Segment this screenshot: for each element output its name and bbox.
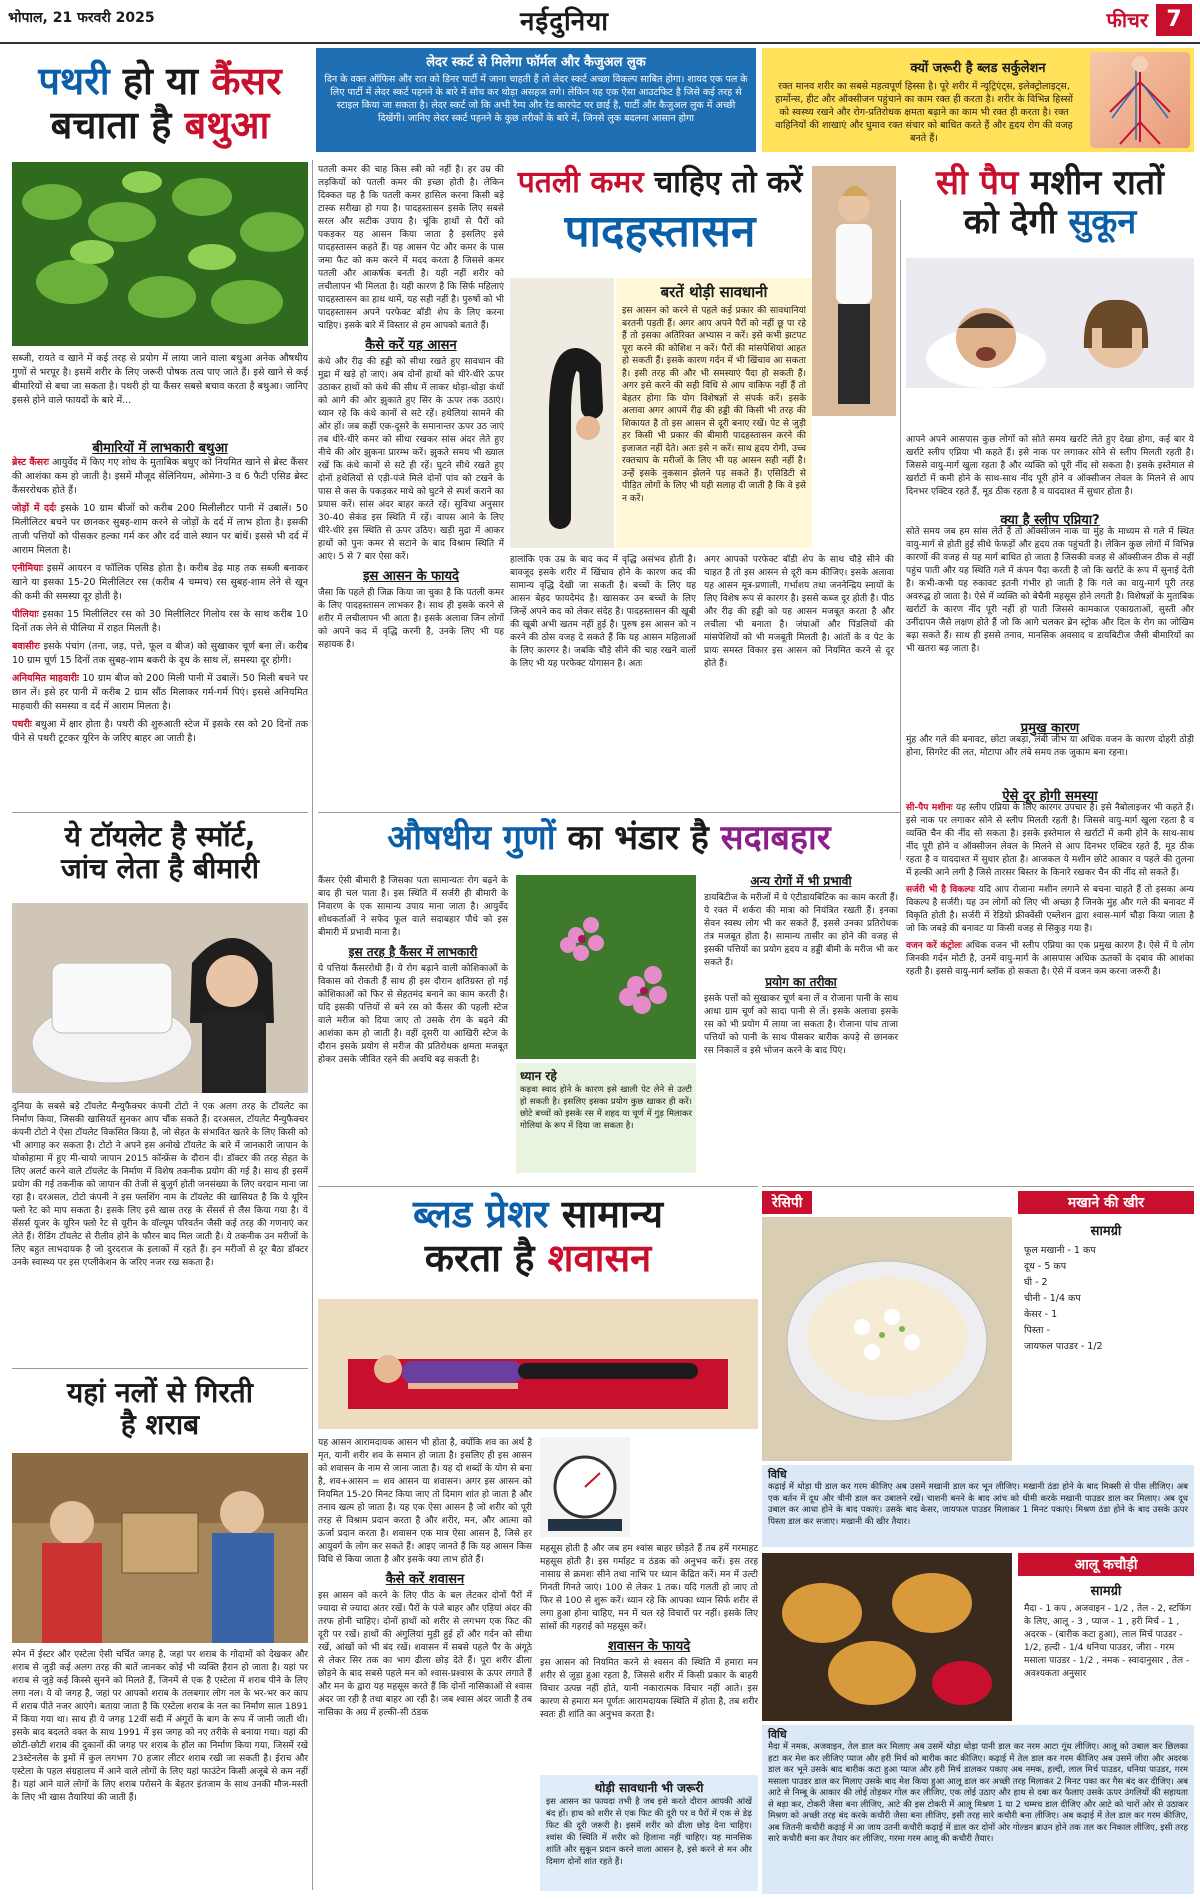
kheer-method: विधि कढ़ाई में थोड़ा घी डाल कर गरम कीजिए अब उसमें मखानी डाल कर भून लीजिए। मखानी ठंडा होने के बाद मिक्सी से पीस लीजिए। अब एक बर्तन में दूध और चीनी डाल कर उबालने रखें। चाशनी बनने के बाद आंच को धीमी करके मखानी पाउडर डाल कर मिलाए। अब दूध उबाल कर आधा होने के बाद पकाएं। उसके बाद केसर, जायफल पाउडर मिलाकर 1 मिनट पकाएं। मिश्रण ठंडा होने के बाद उसके ऊपर पिस्ता डाल कर सजाए। मखानी की खीर तैयार। [762, 1465, 1194, 1547]
benefit-item: अनियमित माहवारीः 10 ग्राम बीज को 200 मिली पानी में उबालें। 50 मिली बचने पर छान लें। इसे हर पानी में करीब 2 ग्राम सौंठ मिलाकर गर्म-गर्म पिएं। इससे अनियमित माहवारी की समस्या व दर्द में आराम मिलता है। [12, 673, 308, 712]
blood-circulation-band [762, 48, 1194, 152]
shavasana-col2-body: महसूस होती है और जब हम श्वांस बाहर छोड़ते हैं तब हमें गरमाहट महसूस होती है। इस गर्माहट व ठंडक को अनुभव करें। इस तरह नासाग्र से क्रमशः सीने तथा नाभि पर ध्यान केंद्रित करें। मन में उल्टी गिनती गिनते जाएं। 100 से लेकर 1 तक। यदि गलती हो जाए तो फिर से 100 से शुरू करें। ध्यान रहे कि आपका ध्यान सिर्फ शरीर से लगा हुआ होना चाहिए, मन में चल रहे विचारों पर नहीं। इसके लिए सांसों की गहराई को महसूस करें। शवासन के फायदे इस आसन को नियमित करने से श्वसन की स्थिति में हमारा मन शरीर से जुड़ा हुआ रहता है, जिससे शरीर में किसी प्रकार के बाहरी विचार उत्पन्न नहीं होते, यानी नकारात्मक विचार नहीं आते। इस कारण से हमारा मन पूर्णतः आरामदायक स्थिति में होता है, तब शरीर स्वतः ही शांति का अनुभव करता है। [540, 1544, 758, 1720]
benefit-item: ब्रेस्ट कैंसरः आयुर्वेद में किए गए शोध के मुताबिक बथुए को नियमित खाने से ब्रेस्ट कैंसर की आशंका कम हो जाती है। इसमें मौजूद सेलिनियम, ओमेगा-3 व 6 फैटी एसिड ब्रेस्ट कैंसररोधक होते हैं। [12, 457, 308, 496]
blood-circulation-body: रक्त मानव शरीर का सबसे महत्वपूर्ण हिस्सा है। पूरे शरीर में न्यूट्रिएंट्स, इलेक्ट्रोलाइट्स, हार्मोन्स, हीट और ऑक्सीजन पहुंचाने का काम रक्त ही करता है। शरीर के विभिन्न हिस्सों को स्वस्थ्य रखने और रोग-प्रतिरोधक क्षमता बढ़ाने का काम भी रक्त ही करता है। रक्त वाहिनियों की शाखाएं और घुमाव रक्त संचार को बाधित करते हैं और हृदय रोग की वजह बनते हैं। [775, 81, 1073, 144]
cpap-headline: सी पैप मशीन रातों को देगी सुकून [936, 163, 1164, 243]
liquor-headline: यहां नलों से गिरती है शराब [67, 1376, 253, 1442]
benefit-item: पीलियाः इसका 15 मिलीलिटर रस को 30 मिलीलिटर गिलोय रस के साथ करीब 10 दिनों तक लेने से पीलिया में राहत मिलती है। [12, 609, 308, 634]
shavasana-col1: यह आसन आरामदायक आसन भी होता है, क्योंकि शव का अर्थ है मृत, यानी शरीर शव के समान हो जाता है। इसलिए ही इस आसन को शवासन के नाम से जाना जाता है। यह दो शब्दों के योग से बना है, शव+आसन = शव आसन या शवासन। अगर इस आसन को नियमित 15-20 मिनट किया जाए तो दिमाग शांत हो जाता है और तनाव खत्म हो जाता है। यह एक ऐसा आसन है जो शरीर को पूरी तरह से विश्राम प्रदान करता है और शरीर, मन, और आत्मा को ऊर्जा प्रदान करता है। शवासन एक मात्र ऐसा आसन है, जिसे हर आयुवर्ग के लोग कर सकते हैं। आइए जानते हैं कि यह आसन किस विधि से किया जाता है और इसके क्या लाभ होते हैं। कैसे करें शवासन इस आसन को करने के लिए पीठ के बल लेटकर दोनों पैरों में ज्यादा से ज्यादा अंतर रखें। पैरों के पंजे बाहर और एड़ियां अंदर की तरफ होनी चाहिए। दोनों हाथों को शरीर से लगभग एक फिट की दूरी पर रखें। हाथों की अंगुलियां मुड़ी हुई हों और गर्दन को सीधा रखें, आंखों को भी बंद रखें। शवासन में सबसे पहले पैर के अंगूठे से लेकर सिर तक का भाग ढीला छोड़ देते हैं। पूरा शरीर ढीला छोड़ने के बाद सबसे पहले मन को श्वास-प्रश्वास के ऊपर लगाते हैं और मन के द्वारा यह महसूस करते हैं कि दोनों नासिकाओं से श्वास अंदर जा रही है तथा बाहर आ रही है। जब श्वास अंदर जाती है तब नासिका के अग्र में हल्की-सी ठंडक [318, 1438, 532, 1718]
periwinkle-photo [516, 875, 696, 1059]
padahastasana-article [318, 158, 896, 808]
solution-item: वजन करें कंट्रोलः अधिक वजन भी स्लीप एप्निया का एक प्रमुख कारण है। ऐसे में ये लोग जिनकी गर्दन मोटी है, उनमें वायु-मार्ग के आसपास अधिक ऊतकों के दबाव की आशंका रहती है। इससे वायु-मार्ग ब्लॉक हो सकता है। ऐसे में वजन कम करना जरूरी है। [906, 941, 1194, 977]
shavasana-headline: ब्लड प्रेशर सामान्य करता है शवासन [412, 1192, 664, 1280]
masthead [0, 0, 1200, 44]
leather-skirt-title: लेदर स्कर्ट से मिलेगा फॉर्मल और कैजुअल लुक [426, 55, 646, 70]
benefit-item: एनीमियाः इसमें आयरन व फॉलिक एसिड होता है। करीब डेढ़ माह तक सब्जी बनाकर खाने या इसका 15-20 मिलीलिटर रस (करीब 4 चम्मच) रस सुबह-शाम लेने से खून की कमी की समस्या दूर होती है। [12, 563, 308, 602]
cpap-causes-heading: प्रमुख कारण [1020, 721, 1080, 736]
sadabahar-caution-box: ध्यान रहे कड़वा स्वाद होने के कारण इसे खाली पेट लेने से उल्टी हो सकती है। इसलिए इसका प्रयोग कुछ खाकर ही करें। छोटे बच्चों को इसके रस में शहद या चूर्ण में गुड़ मिलाकर गोलियां के रूप में दिया जा सकता है। [516, 1063, 696, 1173]
liquor-tap-article [12, 1368, 308, 1894]
shavasana-caution-box: थोड़ी सावधानी भी जरूरी इस आसन का फायदा तभी है जब इसे करते दौरान आपकी आंखें बंद हों। हाथ को शरीर से एक फिट की दूरी पर व पैरों में एक से डेढ़ फिट की दूरी जरूरी है। इसमें शरीर को ढीला छोड़ देना चाहिए। श्वांस की स्थिति में शरीर को हिलाना नहीं चाहिए। यह मानसिक शांति और सुकून प्रदान करने वाला आसन है, इसे करने से मन और दिमाग दोनों शांत रहते हैं। [540, 1775, 758, 1891]
padahastasana-col3: अगर आपको परफेक्ट बॉडी शेप के साथ चौड़े सीने की चाहत है तो इस आसन से दूरी कम कीजिए। इसके अलावा यह आसन मूत्र-प्रणाली, गर्भाशय तथा जननेन्द्रिय स्नायों के लिए विशेष रूप से कारगर है। इससे कब्ज दूर होती है। पीठ और रीढ़ की हड्डी को यह आसन मजबूत करता है और लचीला भी बनाता है। जंघाओं और पिंडलियों की मांसपेशियों को भी मजबूती मिलती है। आंतों के व पेट के प्रायः समस्त विकार इस आसन को नियमित करने से दूर होते हैं। [704, 555, 894, 669]
blood-circulation-title: क्यों जरूरी है ब्लड सर्कुलेशन [910, 61, 1046, 76]
sleeping-couple-photo [906, 258, 1194, 428]
shavasana-photo [318, 1299, 758, 1429]
kheer-ingredients: सामग्री फूल मखानी - 1 कप दूध - 5 कप घी - 2 चीनी - 1/4 कप केसर - 1 पिस्ता - जायफल पाउडर - 1/2 [1018, 1217, 1194, 1461]
cpap-solutions-list [906, 802, 1194, 983]
caution-body: इस आसन को करने से पहले कई प्रकार की सावधानियां बरतनी पड़ती हैं। अगर आप अपने पैरों को नहीं छू पा रहे हैं तो इसका अतिरिक्त अभ्यास न करें। इसे कभी झटपट पूरा करने की कोशिश न करें। पैरों की मांसपेशियां आहत हो सकती हैं। इसके कारण गर्दन में भी खिंचाव आ सकता है। इसी तरह की और भी समस्याएं पैदा हो सकती हैं। अगर इसे करने की सही विधि से आप वाकिफ नहीं हैं तो बेहतर होगा कि योग विशेषज्ञों से संपर्क करें। इसके अलावा अगर आपमें रीढ़ की हड्डी की किसी भी तरह की शिकायत है तो इस आसन से दूरी बनाए रखें। पेट से जुड़ी हर किसी भी प्रकार की बीमारी पादहस्तासन करने की इजाजत नहीं देते। अतः इसे न करें। साथ हृदय रोगी, उच्च रक्तचाप के मरीजों के लिए भी यह आसन सही नहीं है। उन्हें इसके नुकसान झेलने पड़ सकते हैं। एसिडिटी से पीड़ित लोगों के लिए भी यही सलाह दी जाती है कि वे इसे न करें। [622, 306, 806, 504]
sadabahar-col3: अन्य रोगों में भी प्रभावी डायबिटीज के मरीजों में ये एंटीडायबिटिक का काम करती हैं। ये रक्त में शर्करा की मात्रा को नियंत्रित रखती हैं। इनका सेवन स्वस्थ लोग भी कर सकते हैं, इससे उनका प्रतिरोधक तंत्र मजबूत होता है। सामान्य तासीर का होने की वजह से इसकी पत्तियों का प्रयोग हृदय व हड्डी बीमी के मरीज भी कर सकते हैं। प्रयोग का तरीका इसके पत्तों को सुखाकर चूर्ण बना लें व रोजाना पानी के साथ आधा ग्राम चूर्ण को सादा पानी से लें। इसके अलावा इसके रस को भी प्रयोग में लाया जा सकता है। रोजाना पांच ताजा पत्तियों को पानी के साथ पीसकर बारीक कपड़े से छानकर रस निकालें व इसे भोजन करने के बाद पिएं। [704, 874, 898, 1056]
kachori-method: विधि मैदा में नमक, अजवाइन, तेल डाल कर मिलाए अब उसमें थोड़ा थोड़ा पानी डाल कर नरम आटा गूंथ लीजिए। आलू को उबाल कर छिलका हटा कर मेश कर लीजिए प्याज और हरी मिर्च को बारीक काट कीजिए। कढ़ाई में तेल डाल कर गरम कीजिए अब उसमें जीरा और अदरक डाल कर भूने उसके बाद बारीक कटा हुआ प्याज और हरी मिर्च डालकर पकाए अब नमक, हल्दी, लाल मिर्च पाउडर, धनिया पाउडर, गरम मसाला पाउडर डाल कर मिलाए उसके बाद मेश किया हुआ आलू डाल कर अच्छी तरह मिलाकर 2 मिनट पका कर गैस बंद कर दीजिए। अब आटे से निम्बू के आकार की लोई तोड़कर गोल कर लीजिए, एक लोई उठाए और हाथ से दबा कर फैलाए उसके ऊपर उंगलियों की सहायता से बड़ा कर, टोकरी जैसा बना लीजिए, आटे की इस टोकरी में आलू मिश्रण 1 या 2 चम्मच डाल दीजिए और आटे को चारों ओर से उठाकर मिश्रण को अच्छी तरह बंद करके कचौरी जैसा बना लीजिए, इसी तरह सारे कचौरी बना लीजिए। अब कढ़ाई में तेल डाल कर गरम कीजिए, अब जितनी कचौरी कढ़ाई में आ जाय उतनी कचौरी कढ़ाई में डाल कर दोनों ओर गोल्डन ब्राउन होने तक तल कर निकाल लीजिए, इसी तरह सारे कचौरी बना कर तैयार कर लीजिए, गरमा गरम आलू की कचौरी तैयार। [762, 1725, 1194, 1894]
column-divider [312, 160, 313, 1890]
toilet-headline: ये टॉयलेट है स्मॉर्ट, जांच लेता है बीमारी [60, 820, 260, 886]
benefit-item: जोड़ों में दर्दः इसके 10 ग्राम बीजों को करीब 200 मिलीलीटर पानी में उबालें। 50 मिलीलिटर बचने पर छानकर सुबह-शाम करने से जोड़ों के दर्द में लाभ होता है। इसकी ताजी पत्तियों को पीसकर हल्का गर्म कर और दर्द वाले स्थान पर बांधें। इससे भी दर्द में आराम मिलता है। [12, 503, 308, 556]
sadabahar-col1: कैंसर ऐसी बीमारी है जिसका पता सामान्यतः रोग बढ़ने के बाद ही चल पाता है। इस स्थिति में सर्जरी ही बीमारी के निवारण के एक सामान्य उपाय माना जाता है। आयुर्वेद शोधकर्ताओं ने सफेद फूल वाले सदाबहार पौधे को इस बीमारी में प्रभावी माना है। इस तरह है कैंसर में लाभकारी ये पत्तियां कैंसररोधी हैं। ये रोग बढ़ाने वाली कोशिकाओं के विकास को रोकती हैं साथ ही इस दौरान क्षतिग्रस्त हो गई कोशिकाओं को फिर से सेहतमंद बनाने का काम करती है। यदि इसकी पत्तियों से बने रस को कैंसर की पहली स्टेज वाले मरीज को दिया जाए तो उसके रोग के बढ़ने की आशंका कम हो जाती है। वहीं दूसरी या आखिरी स्टेज के दौरान इसके प्रयोग से मरीज की प्रतिरोधक क्षमता मजबूत होकर उसके जीवित रहने की अवधि बढ़ सकती है। [318, 876, 508, 1065]
aloo-kachori-title: आलू कचौड़ी [1018, 1553, 1194, 1576]
cpap-intro: आपने अपने आसपास कुछ लोगों को सोते समय खर्राटे लेते हुए देखा होगा, कई बार ये खर्राटे स्लीप एप्निया भी कहते हैं। इसे नाक पर लगाकर सोने से स्लीप मिलती रहती है। जिससे वायु-मार्ग खुला रहता है और व्यक्ति को पूरी नींद सो सकता है। इसके इस्तेमाल से खर्राटों में कमी होने के साथ-साथ नींद पूरी होने व ऑक्सीजन लेवल के मिलने से आप दिनभर एक्टिव रहते हैं, मूड ठीक रहता है व याददाश्त में सुधार होता है। [906, 435, 1194, 497]
cpap-what-body: सोते समय जब हम सांस लेते हैं तो ऑक्सीजन नाक या मुंह के माध्यम से गले में स्थित वायु-मार्ग से होती हुई सीधे फेफड़ों और हृदय तक पहुंचती है। लेकिन कुछ लोगों में विभिन्न कारणों की वजह से यह मार्ग बाधित हो जाता है जिसकी वजह से ऑक्सीजन ठीक से नहीं पहुंच पाती और यह स्थिति गले में कंपन पैदा करती है जो कि खर्राटे के रूप में सुनाई देती है। कभी-कभी यह रुकावट इतनी गंभीर हो जाती है कि गले का वायु-मार्ग पूरी तरह अवरुद्ध हो जाता है। ऐसे में व्यक्ति को बेचैनी महसूस होने लगती है। विशेषज्ञों के मुताबिक खर्राटों के कारण नींद पूरी नहीं हो पाती जिससे कामकाज एकाग्रताओं, सुस्ती और उनींदापन जैसे लक्षण होते हैं जो कि आगे चलकर ब्रेन स्ट्रोक और दिल के रोग का जोखिम बढ़ा सकते हैं। साथ ही इससे तनाव, मानसिक अवसाद व डायबिटीज जैसी बीमारियों का भी खतरा बढ़ जाता है। [906, 527, 1194, 654]
solution-item: सर्जरी भी है विकल्पः यदि आप रोजाना मशीन लगाने से बचना चाहते हैं तो इसका अन्य विकल्प है सर्जरी। यह उन लोगों को लिए भी अच्छा है जिनके मुंह और गले की बनावट में विकृति होती है। सर्जरी में रेडियो फ्रीक्वेंसी एब्लेशन द्वारा श्वास-मार्ग चौड़ा किया जाता है जो कि जबड़े की बनावट या किसी वजह से सिकुड़ गया है। [906, 885, 1194, 934]
leather-skirt-band [316, 48, 756, 152]
liquor-photo [12, 1453, 308, 1643]
bathua-photo [12, 162, 308, 346]
masthead-logo: नईदुनिया [520, 7, 609, 37]
cpap-article [906, 158, 1194, 858]
masthead-date: भोपाल, 21 फरवरी 2025 [8, 10, 155, 26]
solution-item: सी-पैप मशीनः यह स्लीप एप्निया के लिए कारगर उपचार है। इसे नैबोलाइजर भी कहते हैं। इसे नाक पर लगाकर सोने से स्लीप मिलती रहती है। जिससे वायु-मार्ग खुला रहता है व व्यक्ति चैन की नींद सो सकता है। इसके इस्तेमाल से खर्राटों में कमी होने के साथ-साथ नींद पूरी होने व ऑक्सीजन लेवल के मिलने से आप दिनभर एक्टिव रहते हैं, मूड ठीक रहता है व याददाश्त में सुधार होता है। आजकल ये मशीन छोटे आकार व पहले की तुलना में हल्की आने लगी है जिसे तारसर बिस्तर के किनारे रखकर चैन की नींद सो सकते हैं। [906, 803, 1194, 878]
bp-monitor-photo [540, 1437, 630, 1537]
bathua-headline: पथरी हो या कैंसर बचाता है बथुआ [38, 59, 282, 147]
smart-toilet-article [12, 812, 308, 1360]
benefit-item: पथरीः बथुआ में क्षार होता है। पथरी की शुरुआती स्टेज में इसके रस को 20 दिनों तक पीने से पथरी टूटकर यूरिन के जरिए बाहर आ जाती है। [12, 719, 308, 744]
makhana-kheer-title: मखाने की खीर [1018, 1191, 1194, 1214]
recipe-section [762, 1186, 1194, 1894]
page-number: 7 [1156, 4, 1192, 36]
leather-skirt-body: दिन के वक्त ऑफिस और रात को डिनर पार्टी में जाना चाहती हैं तो लेदर स्कर्ट अच्छा विकल्प साबित होगा। शायद एक पल के लिए पार्टी में लेदर स्कर्ट पहनने के बारे में सोच कर थोड़ा असहज लगे। लेकिन यह एक ऐसा आउटफिट है जिसे कई तरह से स्टाइल किया जा सकता है। लेदर स्कर्ट जो कि अभी रैम्प और रेड कारपेट पर छाई है, पार्टी और कैजुअल लुक में अच्छी दिखेंगी। जानिए लेदर स्कर्ट पहनने के कुछ तरीकों के बारे में, जिनसे लुक बदलना आसान होगा [324, 74, 748, 124]
sadabahar-headline: औषधीय गुणों का भंडार है सदाबहार [387, 818, 831, 858]
anatomy-image [1090, 52, 1190, 148]
padahastasana-headline: पतली कमर चाहिए तो करें पादहस्तासन [517, 165, 803, 257]
back-pain-photo [812, 166, 896, 416]
bathua-intro: सब्जी, रायते व खाने में कई तरह से प्रयोग में लाया जाने वाला बथुआ अनेक औषधीय गुणों से भरपूर है। इसमें शरीर के लिए जरूरी पोषक तत्व पाए जाते हैं। इसे खाने से कई बीमारियों से बचा जा सकता है। पथरी हो या कैंसर सबसे बचाव करता है बथुआ। जानिए इससे होने वाले फायदों के बारे में... [12, 353, 308, 406]
benefit-item: बवासीरः इसके पंचांग (तना, जड़, पत्ते, फूल व बीज) को सुखाकर चूर्ण बना लें। करीब 10 ग्राम चूर्ण 15 दिनों तक सुबह-शाम बकरी के दूध के साथ लें, समस्या दूर होगी। [12, 641, 308, 666]
shavasana-article [318, 1186, 758, 1894]
caution-title: बरतें थोड़ी सावधानी [660, 283, 768, 301]
cpap-solutions-heading: ऐसे दूर होगी समस्या [1002, 789, 1098, 804]
bathua-benefits-list [12, 456, 308, 750]
padahastasana-col1: पतली कमर की चाह किस स्त्री को नहीं है। हर उम्र की लड़कियों को पतली कमर की इच्छा होती है। लेकिन दिक्कत यह है कि पतली कमर हासिल करना किसी बड़े टास्क सरीखा हो गया है। पादहस्तासन इसके लिए सबसे सरल और सटीक उपाय है। चूंकि हाथों से पैरों को पकड़कर यह आसन किया जाता है इसलिए इसे पादहस्तासन कहते हैं। यह आसन पेट और कमर के पास जमा फैट को कम करने में मदद करता है जिससे कमर पतली और आकर्षक बनती है। यही नहीं शरीर को लचीलापन भी मिलता है। यही कारण है कि सिर्फ महिलाएं पादहस्तासन का हाथ थामें, यह सही नहीं है। पुरुषों को भी पादहस्तासन अपने परफेक्ट बॉडी शेप के लिए करना चाहिए। इसके बारे में विस्तार से हम आपको बताते हैं। कैसे करें यह आसन कंधे और रीढ़ की हड्डी को सीधा रखते हुए सावधान की मुद्रा में खड़े हो जाएं। अब दोनों हाथों को धीरे-धीरे ऊपर उठाकर हाथों को कंधे की सीध में लाकर थोड़ा-थोड़ा कंधों को आगे की ओर झुकाते हुए सिर के ऊपर तक उठाएं। ध्यान रहे कि कंधे कानों से सटे रहें। हथेलियां सामने की ओर हों। जब कहीं एक-दूसरे के समानान्तर ऊपर उठ जाएं तब धीरे-धीरे कमर को सीधा रखकर सांस अंदर लेते हुए नीचे की ओर झुकना प्रारम्भ करें। झुकते समय भी ख्याल रखें कि कंधे कानों से सटे ही रहें। घुटने सीधे रखते हुए दोनों हथेलियों से एड़ी-पंजे मिले दोनों पांव को टखने के पास से कस के पकड़कर माथे को घुटने से स्पर्श कराने का प्रयास करें। सांस अंदर बाहर करते रहें। सुविधा अनुसार 30-40 सेकंड इस स्थिति में रहें। वापस आने के लिए धीरे-धीरे इस स्थिति से ऊपर उठिए। खड़ी मुद्रा में आकर हाथों को पुनः कमर से सटाने के बाद विश्राम स्थिति में आएं। 5 से 7 बार ऐसा करें। इस आसन के फायदे जैसा कि पहले ही जिक्र किया जा चुका है कि पतली कमर के लिए पादहस्तासन लाभकर है। साथ ही इसके करने से शरीर में लचीलापन भी आता है। इसके अलावा जिन लोगों को अपने कद में वृद्धि करनी है, उनके लिए भी यह सहायक है। [318, 165, 504, 650]
bathua-subheading: बीमारियों में लाभकारी बथुआ [92, 441, 228, 456]
toilet-body: दुनिया के सबसे बड़े टॉयलेट मैन्युफैक्चर कंपनी टोटो ने एक अलग तरह के टॉयलेट का निर्माण किया, जिसकी खासियतें सुनकर आप चौंक सकते हैं। दरअसल, टॉयलेट मैन्युफैक्चर कंपनी टोटो ने ऐसा टॉयलेट विकसित किया है, जो सेहत के संभावित खतरे के लिए किसी को भी आगाह कर सकता है। टोटो ने अपने इस अनोखे टॉयलेट के बारे में जानकारी जापान के योकोहामा में हुए मी-चायो जापान 2015 कॉन्फ्रेंस के दौरान दी। डॉक्टर की तरह सेहत के लिए अलर्ट करने वाले टॉयलेट के निर्माण में विशेष तकनीक प्रयोग की गई है। साथ ही इसमें प्रयोग की गई तकनीक को जापान की तेजी से बुजुर्ग होती जनसंख्या के लिए वरदान माना जा रहा है। दरअसल, टोटो कंपनी ने इस फ्लशिंग नाम के टॉयलेट की खासियत है कि ये यूरिन फ्लो रेट को माप सकता है। इसके लिए इसे खास तरह के सेंसर्स से लैस किया गया है। ये सेंसर्स यूजर के यूरिन फ्लो रेट से यूरीन के वॉल्यूम परिवर्तन जैसी कई तरह की गणनाएं कर लेते हैं। रीडिंग टॉयलेट से रीलीव होने के फौरन बाद मिल जाती है। ये तकनीक उन मरीजों के लिए बहुत लाभदायक है जो दुरदराज के इलाकों में रहते हैं। इन मरीजों से दूर बैठा डॉक्टर उनके स्वास्थ्य पर इस एप्लीकेशन के जरिए नजर रख सकता है। [12, 1102, 308, 1268]
section-name: फीचर [1106, 8, 1148, 32]
sadabahar-article [318, 812, 900, 1182]
yoga-woman-photo [510, 278, 614, 548]
padahastasana-caution-box [616, 278, 812, 548]
cpap-what-heading: क्या है स्लीप एप्निया? [1000, 513, 1100, 528]
recipe-tag: रेसिपी [762, 1191, 812, 1214]
toilet-photo [12, 903, 308, 1093]
kheer-photo [762, 1217, 1012, 1461]
column-divider [900, 200, 901, 860]
liquor-body: स्पेन में ईस्टर और एस्टेला ऐसी चर्चित जगह है, जहां पर शराब के गोदामों को देखकर और शराब से जुड़ी कई अलग तरह की बातें जानकर कोई भी व्यक्ति हैरान हो जाता है। यहां पर शराब से जुड़े कई किस्से सुनने को मिलते हैं, जिनमें से एक है एस्टेला में शराब पीने के लिए लगा नल। ये वो जगह है, जहां पर आपको शराब के तलबगार लोग नल के भर-भर कर काप में शराब पीते नजर आएंगे। बताया जाता है कि एस्टेला शराब के नल का निर्माण साल 1891 में किया गया था। साथ ही ये जगह 12वीं सदी में अंगूरों के बाग के रूप में जानी जाती थी। इसके बाद बदलते वक्त के साथ 1991 में इस जगह को नए तरीके से बनाया गया। यहां की छोटी-छोटी शराब की दुकानों की जगह पर शराब के हॉल का निर्माण किया गया, जिसमें रखे 23स्टेनलेस के ड्रमों में कुल लगभग 70 हजार लीटर शराब रखी जा सकती है। ईराच और एस्टेला के पहल संग्रहालय में आने वाले लोगों के लिए यहां फाउंटेन किसी अजूबे से कम नहीं है। यहां आने वाले लोगों के लिए शराब परोसने के बेहतर इंतजाम के साथ उनकी मौज-मस्ती के लिए भी खास तैयारियां की जाती हैं। [12, 1650, 308, 1803]
kachori-ingredients: सामग्री मैदा - 1 कप , अजवाइन - 1/2 , तेल - 2, स्टफिंग के लिए, आलू - 3 , प्याज - 1 , हरी मिर्च - 1 , अदरक - (बारीक कटा हुआ), लाल मिर्च पाउडर - 1/2, हल्दी - 1/4 धनिया पाउडर, जीरा - गरम मसाला पाउडर - 1/2 , नमक - स्वादानुसार , तेल - अवश्यकता अनुसार [1024, 1584, 1192, 1679]
kachori-photo [762, 1553, 1012, 1721]
bathua-article [12, 54, 308, 804]
padahastasana-col2: हालांकि एक उम्र के बाद कद में वृद्धि असंभव होती है। बावजूद इसके शरीर में खिंचाव होने के कारण कद की सामान्य वृद्धि देखी जा सकती है। बच्चों के लिए यह आसन बेहद फायदेमंद है। खासकर उन बच्चों के लिए जिन्हें अपने कद को लेकर संदेह है। पादहस्तासन की खूबी की खूबी अभी खतम नहीं हुई है। पुरुष इस आसन को न करने की ठोस वजह दे सकते हैं कि यह आसन महिलाओं के लिए कारगर है। जबकि चौड़े सीने की चाह रखने वालों के लिए भी यह परफेक्ट योगासन है। अतः [510, 555, 696, 669]
cpap-causes-body: मुंह और गले की बनावट, छोटा जबड़ा, लंबी जीभ या अधिक वजन के कारण दोहरी ठोड़ी होना, सिगरेट की लत, मोटापा और लंबे समय तक जुकाम बना रहना। [906, 735, 1194, 758]
